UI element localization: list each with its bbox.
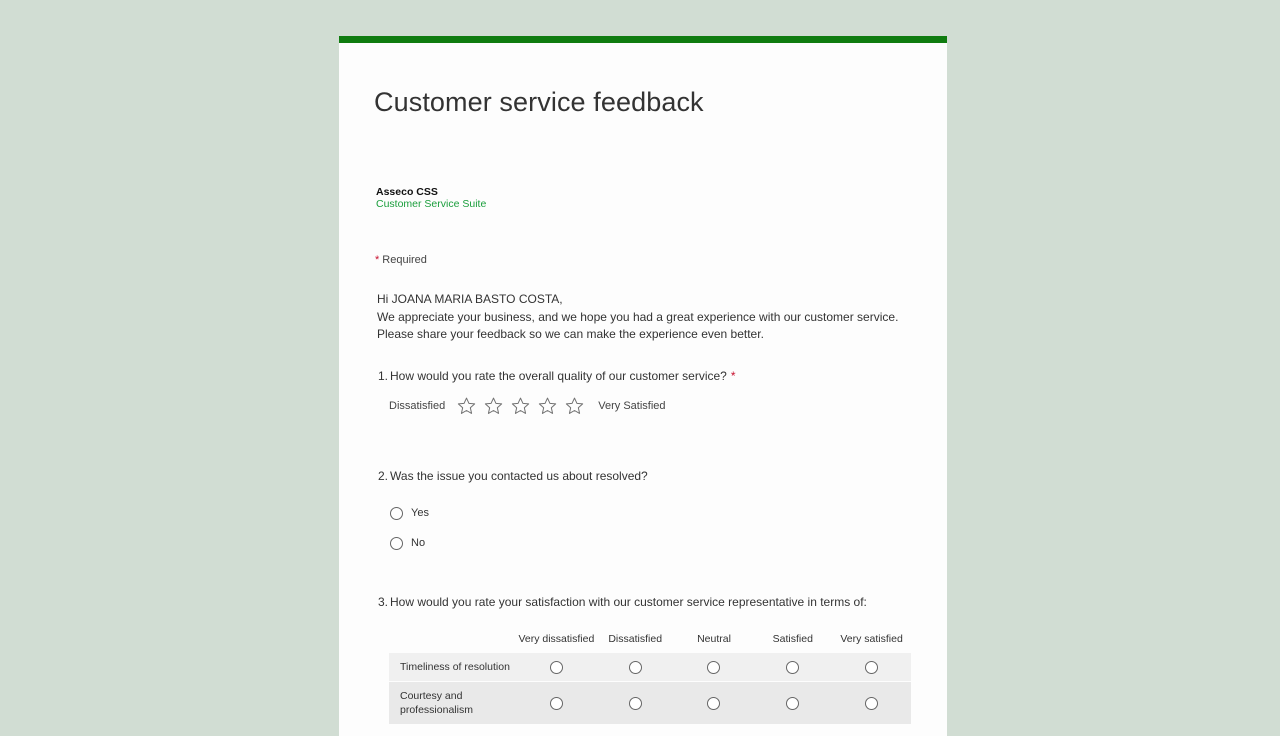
question-text: How would you rate the overall quality of our customer service?	[390, 369, 727, 383]
question-number: 1.	[378, 369, 389, 383]
radio-button[interactable]	[707, 697, 720, 710]
radio-button[interactable]	[550, 697, 563, 710]
required-asterisk: *	[730, 369, 736, 383]
likert-row-label	[389, 689, 517, 717]
likert-column-header: Very dissatisfied	[518, 633, 595, 645]
radio-button[interactable]	[629, 697, 642, 710]
likert-header	[389, 625, 911, 653]
choice-options	[390, 498, 429, 558]
required-label: Required	[382, 254, 427, 266]
star-4-icon[interactable]	[534, 393, 561, 419]
star-3-icon[interactable]	[507, 393, 534, 419]
question-text: Was the issue you contacted us about resolved?	[390, 469, 648, 483]
rating-high-label: Very Satisfied	[598, 400, 666, 412]
likert-row-label-line: Timeliness of resolution	[400, 661, 510, 673]
option-yes[interactable]	[390, 498, 429, 528]
required-note	[375, 254, 427, 266]
radio-button[interactable]	[865, 661, 878, 674]
intro-line: We appreciate your business, and we hope you had a great experience with our customer service.	[377, 309, 899, 324]
radio-button[interactable]	[865, 697, 878, 710]
required-asterisk: *	[375, 254, 380, 266]
likert-column-header: Neutral	[697, 633, 731, 645]
form-card	[339, 36, 947, 736]
star-group	[453, 393, 588, 419]
rating-control	[389, 393, 666, 419]
likert-matrix	[389, 625, 911, 725]
question-3-title	[378, 595, 867, 609]
likert-column-header: Satisfied	[772, 633, 813, 645]
likert-row-label-line: professionalism	[400, 704, 473, 716]
likert-column-header: Very satisfied	[840, 633, 903, 645]
form-title: Customer service feedback	[374, 87, 704, 117]
logo-name: Asseco CSS	[376, 186, 438, 198]
star-5-icon[interactable]	[561, 393, 588, 419]
company-logo	[376, 186, 486, 211]
option-label: No	[411, 537, 426, 549]
likert-row-courtesy	[389, 682, 911, 724]
question-number: 3.	[378, 595, 389, 609]
star-1-icon[interactable]	[453, 393, 480, 419]
option-no[interactable]	[390, 528, 429, 558]
likert-row-timeliness	[389, 653, 911, 681]
likert-column-header: Dissatisfied	[608, 633, 663, 645]
intro-text	[377, 291, 937, 344]
radio-button[interactable]	[786, 661, 799, 674]
likert-row-label	[389, 660, 517, 674]
radio-button[interactable]	[786, 697, 799, 710]
logo-tagline: Customer Service Suite	[376, 198, 487, 210]
star-2-icon[interactable]	[480, 393, 507, 419]
radio-button[interactable]	[550, 661, 563, 674]
radio-button[interactable]	[390, 537, 403, 550]
intro-greeting: Hi JOANA MARIA BASTO COSTA,	[377, 292, 563, 306]
question-text: How would you rate your satisfaction with our customer service representative in terms of:	[390, 595, 867, 609]
rating-low-label: Dissatisfied	[389, 400, 446, 412]
radio-button[interactable]	[390, 507, 403, 520]
option-label: Yes	[411, 507, 429, 519]
radio-button[interactable]	[629, 661, 642, 674]
intro-line: Please share your feedback so we can make the experience even better.	[377, 327, 764, 341]
radio-button[interactable]	[707, 661, 720, 674]
likert-row-label-line: Courtesy and	[400, 690, 463, 702]
question-2-title	[378, 469, 648, 483]
question-number: 2.	[378, 469, 389, 483]
question-1-title	[378, 369, 736, 383]
